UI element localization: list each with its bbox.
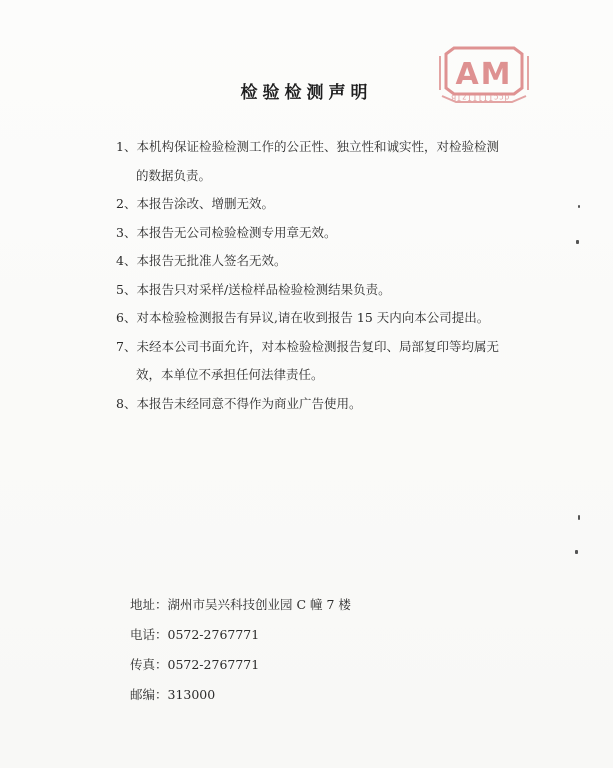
scan-speck — [578, 515, 580, 520]
clause-text-continued: 的数据负责。 — [136, 167, 212, 183]
document-title: 检验检测声明 — [240, 83, 373, 103]
clause-4 — [116, 247, 536, 276]
contact-fax: 传真：0572-2767771 — [130, 657, 260, 672]
clause-number: 8、 — [116, 395, 137, 411]
contact-postcode: 邮编：313000 — [130, 687, 216, 702]
clause-text: 本报告只对采样/送检样品检验检测结果负责。 — [136, 281, 391, 297]
clause-1 — [116, 133, 536, 190]
clause-number: 2、 — [116, 196, 137, 211]
clause-6 — [116, 304, 536, 333]
clause-7 — [116, 333, 536, 390]
scan-speck — [576, 240, 579, 244]
clause-3 — [116, 219, 536, 248]
contact-phone: 电话：0572-2767771 — [130, 627, 260, 642]
clause-text: 本报告无批准人签名无效。 — [136, 253, 287, 268]
clause-text: 本报告无公司检验检测专用章无效。 — [136, 224, 337, 240]
seal-code: dccII1IIzIB — [450, 93, 510, 102]
scan-speck — [575, 550, 578, 554]
clause-number: 5、 — [116, 281, 137, 297]
statement-clause-list — [116, 133, 536, 418]
clause-number: 1、 — [116, 139, 137, 154]
clause-text-continued: 效，本单位不承担任何法律责任。 — [136, 367, 324, 382]
clause-text: 对本检验检测报告有异议,请在收到报告 15 天内向本公司提出。 — [136, 310, 490, 325]
svg-text:AM: AM — [455, 57, 513, 92]
contact-info — [130, 590, 351, 710]
clause-number: 3、 — [116, 224, 137, 240]
clause-text: 未经本公司书面允许，对本检验检测报告复印、局部复印等均属无 — [136, 338, 499, 354]
clause-5 — [116, 276, 536, 305]
scan-speck — [578, 205, 580, 208]
contact-address: 地址：湖州市吴兴科技创业园 C 幢 7 楼 — [130, 597, 351, 612]
clause-text: 本报告涂改、增删无效。 — [136, 196, 274, 211]
clause-2 — [116, 190, 536, 219]
clause-text: 本报告未经同意不得作为商业广告使用。 — [136, 395, 362, 411]
clause-text: 本机构保证检验检测工作的公正性、独立性和诚实性，对检验检测 — [136, 139, 499, 154]
clause-number: 6、 — [116, 310, 137, 325]
clause-number: 7、 — [116, 338, 137, 354]
clause-number: 4、 — [116, 253, 137, 268]
clause-8 — [116, 390, 536, 419]
